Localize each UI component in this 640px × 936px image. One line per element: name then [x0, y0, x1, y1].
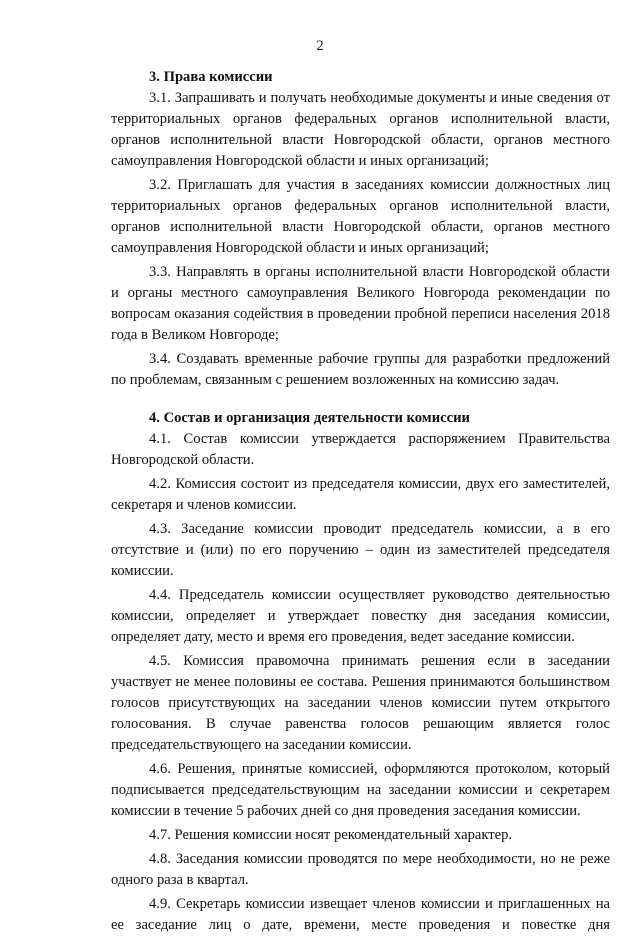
paragraph-3-4: 3.4. Создавать временные рабочие группы для разработки предложений по проблемам, связанным с решением возложенных на комиссию задач.	[111, 351, 610, 388]
paragraph-3-1: 3.1. Запрашивать и получать необходимые документы и иные сведения от территориальных органов федеральных органов исполнительной власти, органов исполнительной власти Новгородской области, органов местного самоуправления Новгородской области и иных организаций;	[111, 90, 610, 169]
paragraph-4-5: 4.5. Комиссия правомочна принимать решения если в заседании участвует не менее половины ее состава. Решения принимаются большинством голосов присутствующих на заседании членов комиссии путем открытого голосования. В случае равенства голосов решающим является голос председательствующего на заседании комиссии.	[111, 653, 610, 753]
paragraph-4-3: 4.3. Заседание комиссии проводит председатель комиссии, а в его отсутствие и (или) по его поручению – один из заместителей председателя комиссии.	[111, 521, 610, 579]
paragraph-4-9: 4.9. Секретарь комиссии извещает членов комиссии и приглашенных на ее заседание лиц о дате, времени, месте проведения и повестке дня	[111, 896, 610, 933]
section-3-heading: 3. Права комиссии	[149, 69, 273, 85]
page-number: 2	[316, 38, 324, 54]
paragraph-4-6: 4.6. Решения, принятые комиссией, оформляются протоколом, который подписывается председательствующим на заседании комиссии и секретарем комиссии в течение 5 рабочих дней со дня проведения заседания комиссии.	[111, 761, 610, 819]
document-body	[111, 67, 610, 936]
paragraph-4-2: 4.2. Комиссия состоит из председателя комиссии, двух его заместителей, секретаря и членов комиссии.	[111, 476, 610, 513]
paragraph-4-8: 4.8. Заседания комиссии проводятся по мере необходимости, но не реже одного раза в квартал.	[111, 851, 610, 888]
paragraph-4-7: 4.7. Решения комиссии носят рекомендательный характер.	[149, 827, 513, 843]
paragraph-3-2: 3.2. Приглашать для участия в заседаниях комиссии должностных лиц территориальных органов федеральных органов исполнительной власти, органов исполнительной власти Новгородской области, органов местного самоуправления Новгородской области и иных организаций;	[111, 177, 610, 256]
paragraph-3-3: 3.3. Направлять в органы исполнительной власти Новгородской области и органы местного самоуправления Великого Новгорода рекомендации по вопросам оказания содействия в проведении пробной переписи населения 2018 года в Великом Новгороде;	[111, 264, 610, 343]
section-4-heading: 4. Состав и организация деятельности комиссии	[149, 410, 470, 426]
paragraph-4-4: 4.4. Председатель комиссии осуществляет руководство деятельностью комиссии, определяет и утверждает повестку дня заседания комиссии, определяет дату, место и время его проведения, ведет заседание комиссии.	[111, 587, 610, 645]
paragraph-4-1: 4.1. Состав комиссии утверждается распоряжением Правительства Новгородской области.	[111, 431, 610, 468]
section-spacer	[111, 394, 610, 408]
